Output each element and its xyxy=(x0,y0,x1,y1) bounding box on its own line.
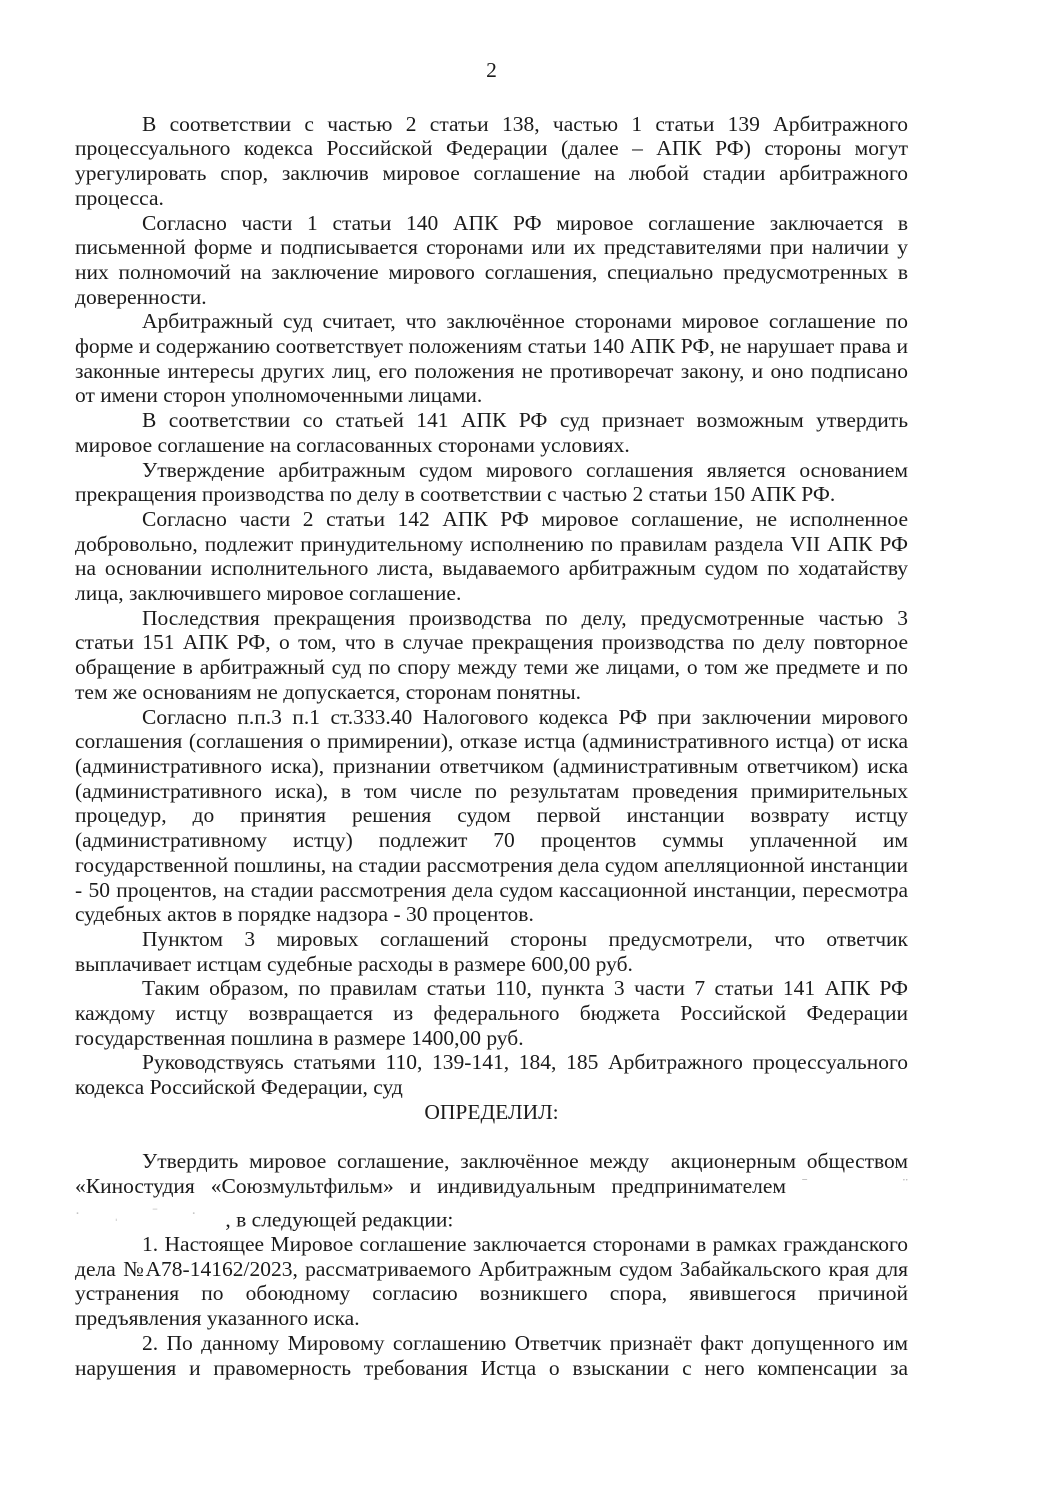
redaction-artifact-left: · ˌ ˉ · xyxy=(75,1205,204,1222)
clause-paragraph-2: 2. По данному Мировому соглашению Ответчик признаёт факт допущенного им нарушения и правомерность требования Истца о взыскании с него компенсации за xyxy=(75,1330,908,1380)
clause-paragraph-1: 1. Настоящее Мировое соглашение заключается сторонами в рамках гражданского дела №А78-14162/2023, рассматриваемого Арбитражным судом Забайкальского края для устранения по обоюдному согласию возникшего спора, явившегося причиной предъявления указанного иска. xyxy=(75,1232,908,1331)
body-paragraph-7: Последствия прекращения производства по делу, предусмотренные частью 3 статьи 151 АПК РФ, о том, что в случае прекращения производства по делу повторное обращение в арбитражный суд по спору между теми же лицами, о том же предмете и по тем же основаниям не допускается, сторонам понятны. xyxy=(75,605,908,704)
body-paragraph-10: Таким образом, по правилам статьи 110, пункта 3 части 7 статьи 141 АПК РФ каждому истцу возвращается из федерального бюджета Российской Федерации государственная пошлина в размере 1400,00 руб. xyxy=(75,976,908,1050)
body-paragraph-3: Арбитражный суд считает, что заключённое сторонами мировое соглашение по форме и содержанию соответствует положениям статьи 140 АПК РФ, не нарушает права и законные интересы других лиц, его положения не противоречат закону, и оно подписано от имени сторон уполномоченными лицами. xyxy=(75,309,908,408)
approval-line-3 xyxy=(75,1202,908,1232)
body-paragraph-8: Согласно п.п.3 п.1 ст.333.40 Налогового кодекса РФ при заключении мирового соглашения (соглашения о примирении), отказе истца (административного истца) от иска (административного иска), признании ответчиком (административным ответчиком) иска (административного иска), в том числе по результатам проведения примирительных процедур, до принятия решения судом первой инстанции возврату истцу (административному истцу) подлежит 70 процентов суммы уплаченной им государственной пошлины, на стадии рассмотрения дела судом апелляционной инстанции - 50 процентов, на стадии рассмотрения дела судом кассационной инстанции, пересмотра судебных актов в порядке надзора - 30 процентов. xyxy=(75,704,908,927)
approval-line-3-text: , в следующей редакции: xyxy=(225,1207,454,1232)
approval-line-2 xyxy=(75,1174,908,1202)
redaction-mark-dash: ˉ xyxy=(802,1175,808,1193)
body-paragraph-1: В соответствии с частью 2 статьи 138, частью 1 статьи 139 Арбитражного процессуального кодекса Российской Федерации (далее – АПК РФ) стороны могут урегулировать спор, заключив мировое соглашение на любой стадии арбитражного процесса. xyxy=(75,111,908,210)
body-paragraph-9: Пунктом 3 мировых соглашений стороны предусмотрели, что ответчик выплачивает истцам судебные расходы в размере 600,00 руб. xyxy=(75,926,908,976)
redaction-mark-dots: ¨ xyxy=(902,1175,908,1193)
body-paragraph-6: Согласно части 2 статьи 142 АПК РФ мировое соглашение, не исполненное добровольно, подлежит принудительному исполнению по правилам раздела VII АПК РФ на основании исполнительного листа, выдаваемого арбитражным судом по ходатайству лица, заключившего мировое соглашение. xyxy=(75,506,908,606)
body-paragraph-4: В соответствии со статьей 141 АПК РФ суд признает возможным утвердить мировое соглашение на согласованных сторонами условиях. xyxy=(75,408,908,457)
page-number: 2 xyxy=(486,58,497,82)
approval-line-2-text: «Киностудия «Союзмультфильм» и индивидуальным предпринимателем xyxy=(75,1173,786,1198)
body-paragraph-5: Утверждение арбитражным судом мирового соглашения является основанием прекращения производства по делу в соответствии с частью 2 статьи 150 АПК РФ. xyxy=(75,457,908,507)
resolution-heading: ОПРЕДЕЛИЛ: xyxy=(424,1099,559,1124)
body-paragraph-11: Руководствуясь статьями 110, 139-141, 184, 185 Арбитражного процессуального кодекса Российской Федерации, суд xyxy=(75,1050,908,1100)
approval-paragraph xyxy=(75,1149,908,1232)
page-content xyxy=(75,58,908,1380)
redaction-artifact-right xyxy=(802,1173,908,1198)
body-paragraph-2: Согласно части 1 статьи 140 АПК РФ мировое соглашение заключается в письменной форме и подписывается сторонами или их представителями при наличии у них полномочий на заключение мирового соглашения, специально предусмотренных в доверенности. xyxy=(75,210,908,309)
approval-line-1: Утвердить мировое соглашение, заключённое между акционерным обществом xyxy=(142,1149,908,1174)
